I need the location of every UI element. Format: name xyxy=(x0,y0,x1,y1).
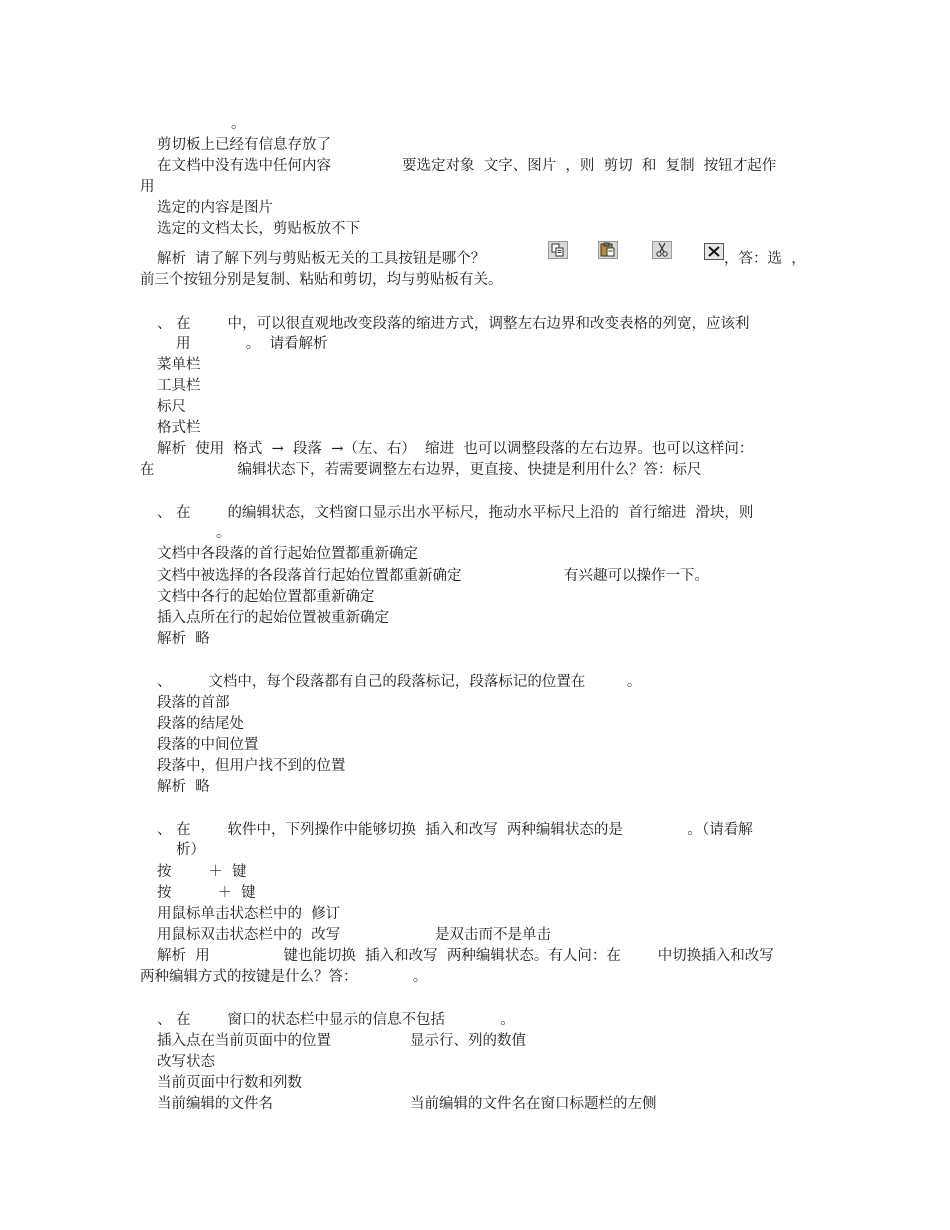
q5-stem-line1: 、 在 软件中，下列操作中能够切换 插入和改写 两种编辑状态的是 。（请看解 xyxy=(157,822,753,838)
q1-analysis-line2: 前三个按钮分别是复制、粘贴和剪切，均与剪贴板有关。 xyxy=(140,272,503,288)
q6-stem: 、 在 窗口的状态栏中显示的信息不包括 。 xyxy=(157,1012,515,1028)
q2-stem-line1: 、 在 中，可以很直观地改变段落的缩进方式，调整左右边界和改变表格的列宽，应该利 xyxy=(157,316,750,332)
paste-icon xyxy=(598,241,618,259)
q3-note: 有兴趣可以操作一下。 xyxy=(564,568,709,584)
q6-option-d: 当前编辑的文件名 xyxy=(157,1096,273,1112)
q1-option-a: 剪切板上已经有信息存放了 xyxy=(157,137,331,153)
q1-option-d: 选定的文档太长，剪贴板放不下 xyxy=(157,221,360,237)
q2-option-c: 标尺 xyxy=(157,399,186,415)
q1-blank-end: 。 xyxy=(231,116,246,132)
cut-icon xyxy=(652,241,672,259)
q3-option-b: 文档中被选择的各段落首行起始位置都重新确定 xyxy=(157,568,462,584)
q2-option-d: 格式栏 xyxy=(157,420,201,436)
q6-option-b: 改写状态 xyxy=(157,1054,215,1070)
q1-option-b: 在文档中没有选中任何内容 xyxy=(157,158,331,174)
q3-stem-line1: 、 在 的编辑状态，文档窗口显示出水平标尺，拖动水平标尺上沿的 首行缩进 滑块，则 xyxy=(157,505,754,521)
q6-option-c: 当前页面中行数和列数 xyxy=(157,1075,302,1091)
q4-option-d: 段落中，但用户找不到的位置 xyxy=(157,758,346,774)
q4-stem: 、 文档中，每个段落都有自己的段落标记，段落标记的位置在 。 xyxy=(157,674,642,690)
q3-option-a: 文档中各段落的首行起始位置都重新确定 xyxy=(157,546,418,562)
q1-option-b-note: 要选定对象 文字、图片 ，则 剪切 和 复制 按钮才起作 xyxy=(402,158,777,174)
q6-option-a: 插入点在当前页面中的位置 xyxy=(157,1033,331,1049)
q3-option-d: 插入点所在行的起始位置被重新确定 xyxy=(157,610,389,626)
q3-option-c: 文档中各行的起始位置都重新确定 xyxy=(157,589,375,605)
close-icon xyxy=(704,243,724,261)
q2-analysis-line1: 解析 使用 格式 → 段落 →（左、右） 缩进 也可以调整段落的左右边界。也可以这样问： xyxy=(157,441,754,457)
q1-option-c: 选定的内容是图片 xyxy=(157,200,273,216)
q5-option-a: 按 ＋ 键 xyxy=(157,864,247,880)
q4-option-c: 段落的中间位置 xyxy=(157,737,259,753)
q3-analysis: 解析 略 xyxy=(157,631,210,647)
q5-option-d: 用鼠标双击状态栏中的 改写 xyxy=(157,927,341,943)
q2-option-b: 工具栏 xyxy=(157,378,201,394)
q6-note-d: 当前编辑的文件名在窗口标题栏的左侧 xyxy=(410,1096,657,1112)
q6-note-a: 显示行、列的数值 xyxy=(410,1033,526,1049)
q1-option-b-note-wrap: 用 xyxy=(140,179,155,195)
q1-analysis-line1: 解析 请了解下列与剪贴板无关的工具按钮是哪个？ xyxy=(157,251,486,267)
q5-analysis-line1: 解析 用 键也能切换 插入和改写 两种编辑状态。有人问：在 中切换插入和改写 xyxy=(157,948,774,964)
q5-option-b: 按 ＋ 键 xyxy=(157,885,256,901)
q5-stem-line2: 析） xyxy=(176,842,205,858)
q5-analysis-line2: 两种编辑方式的按键是什么？答： 。 xyxy=(140,969,428,985)
q1-answer-tail: ，答：选 ， xyxy=(724,251,806,267)
q5-note: 是双击而不是单击 xyxy=(435,927,551,943)
q4-option-b: 段落的结尾处 xyxy=(157,716,244,732)
q3-stem-line2: 。 xyxy=(216,525,231,541)
copy-icon xyxy=(548,241,568,259)
q4-analysis: 解析 略 xyxy=(157,779,210,795)
q2-analysis-line2: 在 编辑状态下，若需要调整左右边界，更直接、快捷是利用什么？答：标尺 xyxy=(140,462,702,478)
q2-stem-line2: 用 。 请看解析 xyxy=(176,336,328,352)
q2-option-a: 菜单栏 xyxy=(157,357,201,373)
q5-option-c: 用鼠标单击状态栏中的 修订 xyxy=(157,906,341,922)
q4-option-a: 段落的首部 xyxy=(157,695,230,711)
